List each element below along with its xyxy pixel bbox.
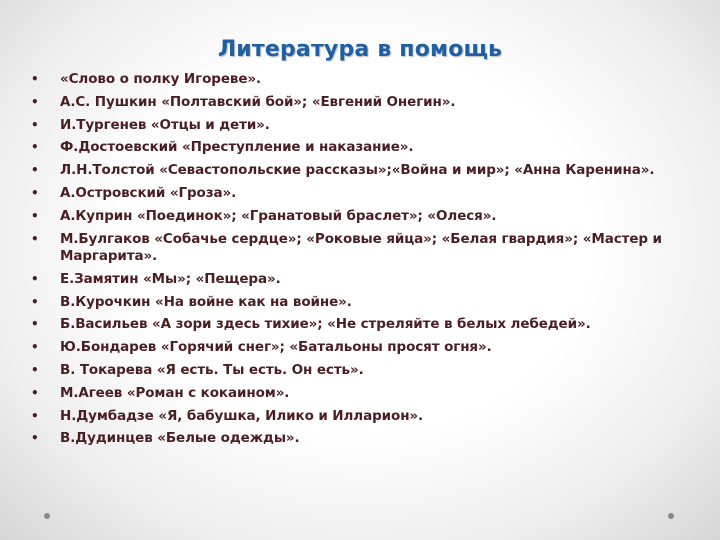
bullet-icon: •: [31, 208, 39, 223]
bullet-icon: •: [31, 408, 39, 423]
list-item: [31, 94, 701, 112]
list-item: [31, 408, 701, 426]
bullet-icon: •: [31, 185, 39, 200]
bullet-icon: •: [31, 231, 39, 246]
list-item: [31, 162, 701, 180]
list-item-text: А.С. Пушкин «Полтавский бой»; «Евгений Онегин».: [60, 93, 456, 110]
list-item-text: Ф.Достоевский «Преступление и наказание».: [60, 139, 414, 156]
bullet-icon: •: [31, 317, 39, 332]
bullet-icon: •: [31, 117, 39, 132]
list-item: [31, 294, 701, 312]
list-item: [31, 385, 701, 403]
list-item-text: М.Булгаков «Собачье сердце»; «Роковые яйца»; «Белая гвардия»; «Мастер и Маргарита».: [60, 230, 662, 265]
bullet-icon: •: [31, 72, 39, 86]
list-item: [31, 271, 701, 289]
bullet-icon: •: [31, 163, 39, 178]
list-item-text: В.Дудинцев «Белые одежды».: [60, 430, 300, 447]
list-item-text: В. Токарева «Я есть. Ты есть. Он есть».: [60, 362, 364, 379]
decor-dot-right: [668, 513, 674, 519]
list-item-text: Е.Замятин «Мы»; «Пещера».: [60, 270, 281, 287]
list-item-text: Н.Думбадзе «Я, бабушка, Илико и Илларион».: [60, 407, 424, 424]
bullet-icon: •: [31, 271, 39, 286]
decor-dot-left: [44, 513, 50, 519]
bullet-icon: •: [31, 340, 39, 355]
list-item-text: И.Тургенев «Отцы и дети».: [60, 116, 270, 133]
bullet-icon: •: [31, 431, 39, 446]
bullet-icon: •: [31, 94, 39, 109]
list-item-text: Л.Н.Толстой «Севастопольские рассказы»;«Война и мир»; «Анна Каренина».: [60, 162, 655, 179]
bullet-icon: •: [31, 294, 39, 309]
list-item: [31, 139, 701, 157]
list-item: [31, 185, 701, 203]
list-item: [31, 71, 701, 89]
list-item: [31, 362, 701, 380]
bullet-icon: •: [31, 385, 39, 400]
list-item: [31, 231, 701, 266]
list-item-text: «Слово о полку Игореве».: [60, 71, 262, 87]
list-item: [31, 208, 701, 226]
bullet-icon: •: [31, 363, 39, 378]
list-item-text: М.Агеев «Роман с кокаином».: [60, 384, 290, 401]
bullet-icon: •: [31, 140, 39, 155]
list-item-text: Ю.Бондарев «Горячий снег»; «Батальоны просят огня».: [60, 339, 492, 356]
list-item-text: Б.Васильев «А зори здесь тихие»; «Не стреляйте в белых лебедей».: [60, 316, 591, 333]
literature-list: [31, 71, 701, 453]
slide-title: Литература в помощь: [217, 37, 503, 62]
list-item: [31, 316, 701, 334]
list-item-text: А.Островский «Гроза».: [60, 184, 237, 201]
list-item: [31, 339, 701, 357]
list-item: [31, 430, 701, 448]
list-item: [31, 117, 701, 135]
list-item-text: А.Куприн «Поединок»; «Гранатовый браслет»; «Олеся».: [60, 207, 497, 224]
list-item-text: В.Курочкин «На войне как на войне».: [60, 293, 352, 310]
